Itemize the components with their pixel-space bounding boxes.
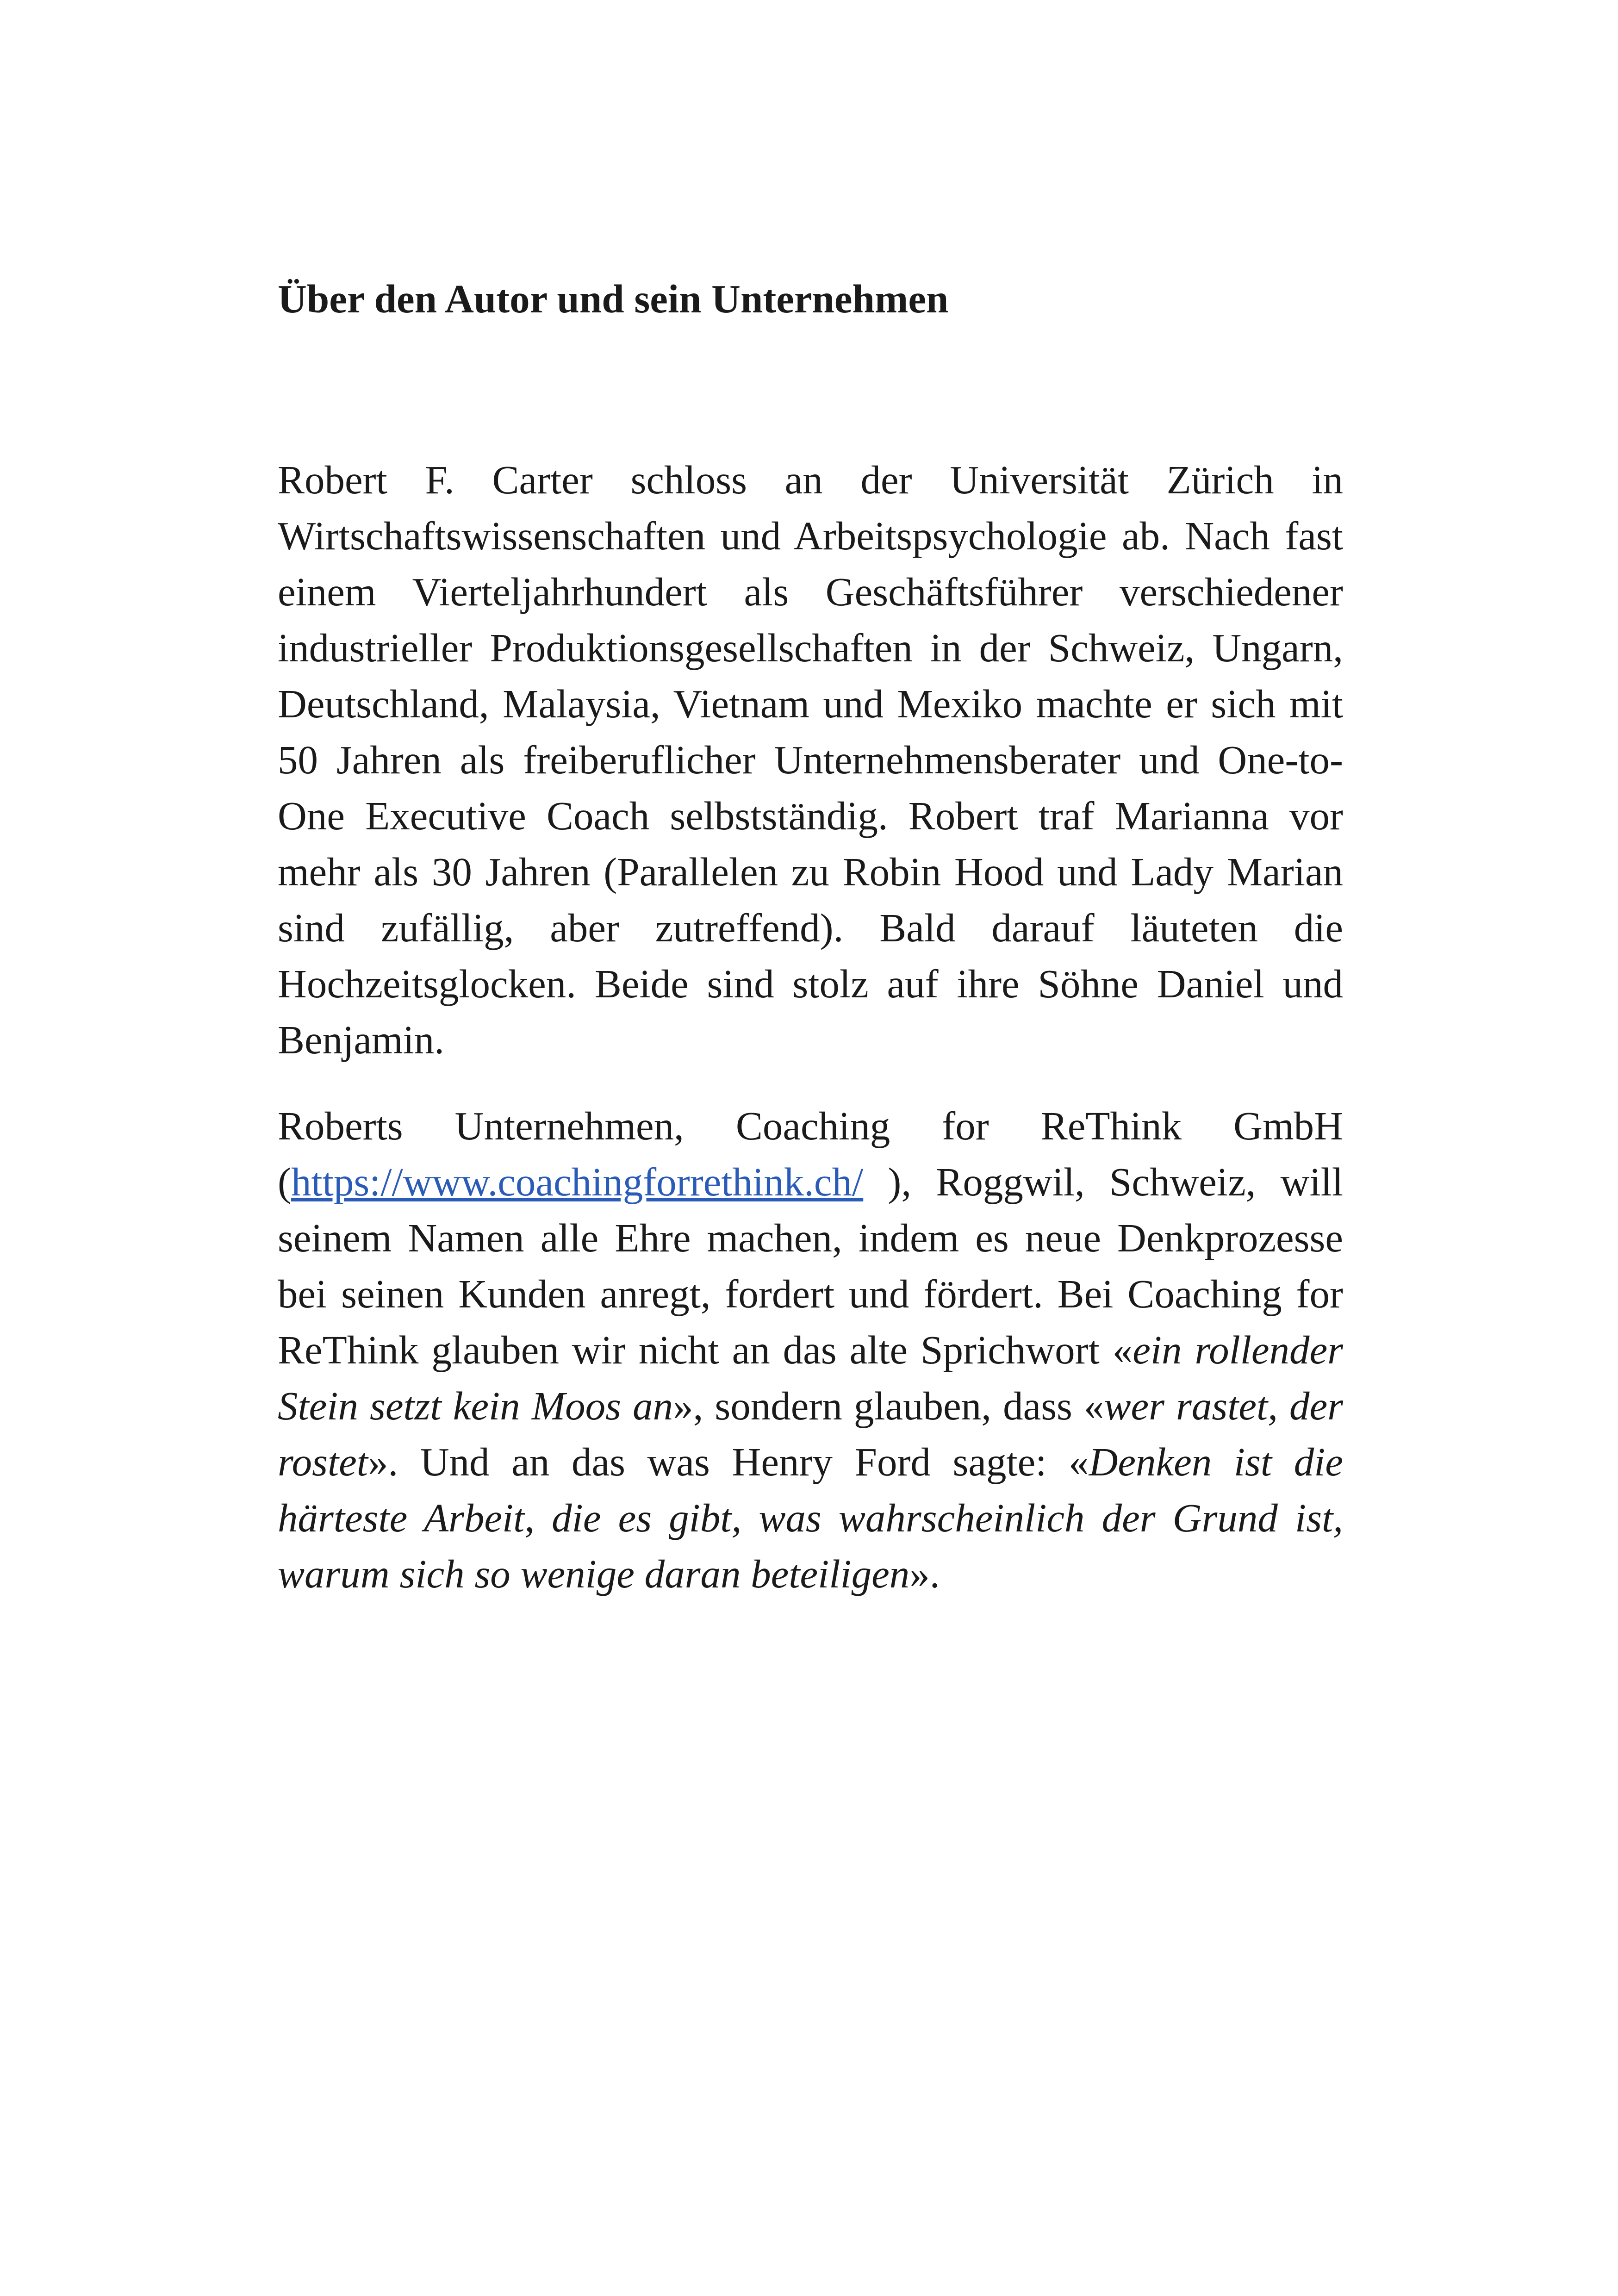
- company-description-text: ), Roggwil, Schweiz, will seinem Namen alle Ehre machen, indem es neue Denkprozesse bei seinen Kunden anregt, fordert und fördert. Bei Coaching for ReThink glauben wir nicht an das alte Sprichwort: [278, 1159, 1343, 1372]
- biography-paragraph-container: [278, 452, 1343, 1068]
- proverb-quote-rastet-rostet: wer rastet, der rostet: [278, 1383, 1343, 1484]
- company-paragraph-container: [278, 1098, 1343, 1602]
- company-website-link[interactable]: https://www.coachingforrethink.ch/: [291, 1159, 864, 1204]
- biography-paragraph: Robert F. Carter schloss an der Universität Zürich in Wirtschaftswissenschaften und Arbeitspsychologie ab. Nach fast einem Vierteljahrhundert als Geschäftsführer verschiedener industrieller Produktionsgesellschaften in der Schweiz, Ungarn, Deutschland, Malaysia, Vietnam und Mexiko machte er sich mit 50 Jahren als freiberuflicher Unternehmensberater und One-to-One Executive Coach selbstständig. Robert traf Marianna vor mehr als 30 Jahren (Parallelen zu Robin Hood und Lady Marian sind zufällig, aber zutreffend). Bald darauf läuteten die Hochzeitsglocken. Beide sind stolz auf ihre Söhne Daniel und Benjamin.: [278, 457, 1343, 1062]
- company-intro-text: Roberts Unternehmen, Coaching for ReThink GmbH (: [278, 1103, 1343, 1204]
- quote-open-mark: «: [1069, 1439, 1089, 1484]
- quote-close-mark: »: [909, 1551, 930, 1596]
- connector-text: , sondern glauben, dass: [693, 1383, 1084, 1428]
- quote-open-mark: «: [1112, 1327, 1133, 1372]
- quote-open-mark: «: [1083, 1383, 1104, 1428]
- closing-period: .: [929, 1551, 940, 1596]
- henry-ford-intro-text: . Und an das was Henry Ford sagte:: [388, 1439, 1069, 1484]
- proverb-quote-rolling-stone: ein rollender Stein setzt kein Moos an: [278, 1327, 1344, 1428]
- company-paragraph: [278, 1098, 1343, 1602]
- section-heading: Über den Autor und sein Unternehmen: [278, 276, 949, 321]
- quote-close-mark: »: [673, 1383, 693, 1428]
- henry-ford-quote: Denken ist die härteste Arbeit, die es gibt, was wahrscheinlich der Grund ist, warum sich so wenige daran beteiligen: [278, 1439, 1343, 1596]
- quote-close-mark: »: [367, 1439, 388, 1484]
